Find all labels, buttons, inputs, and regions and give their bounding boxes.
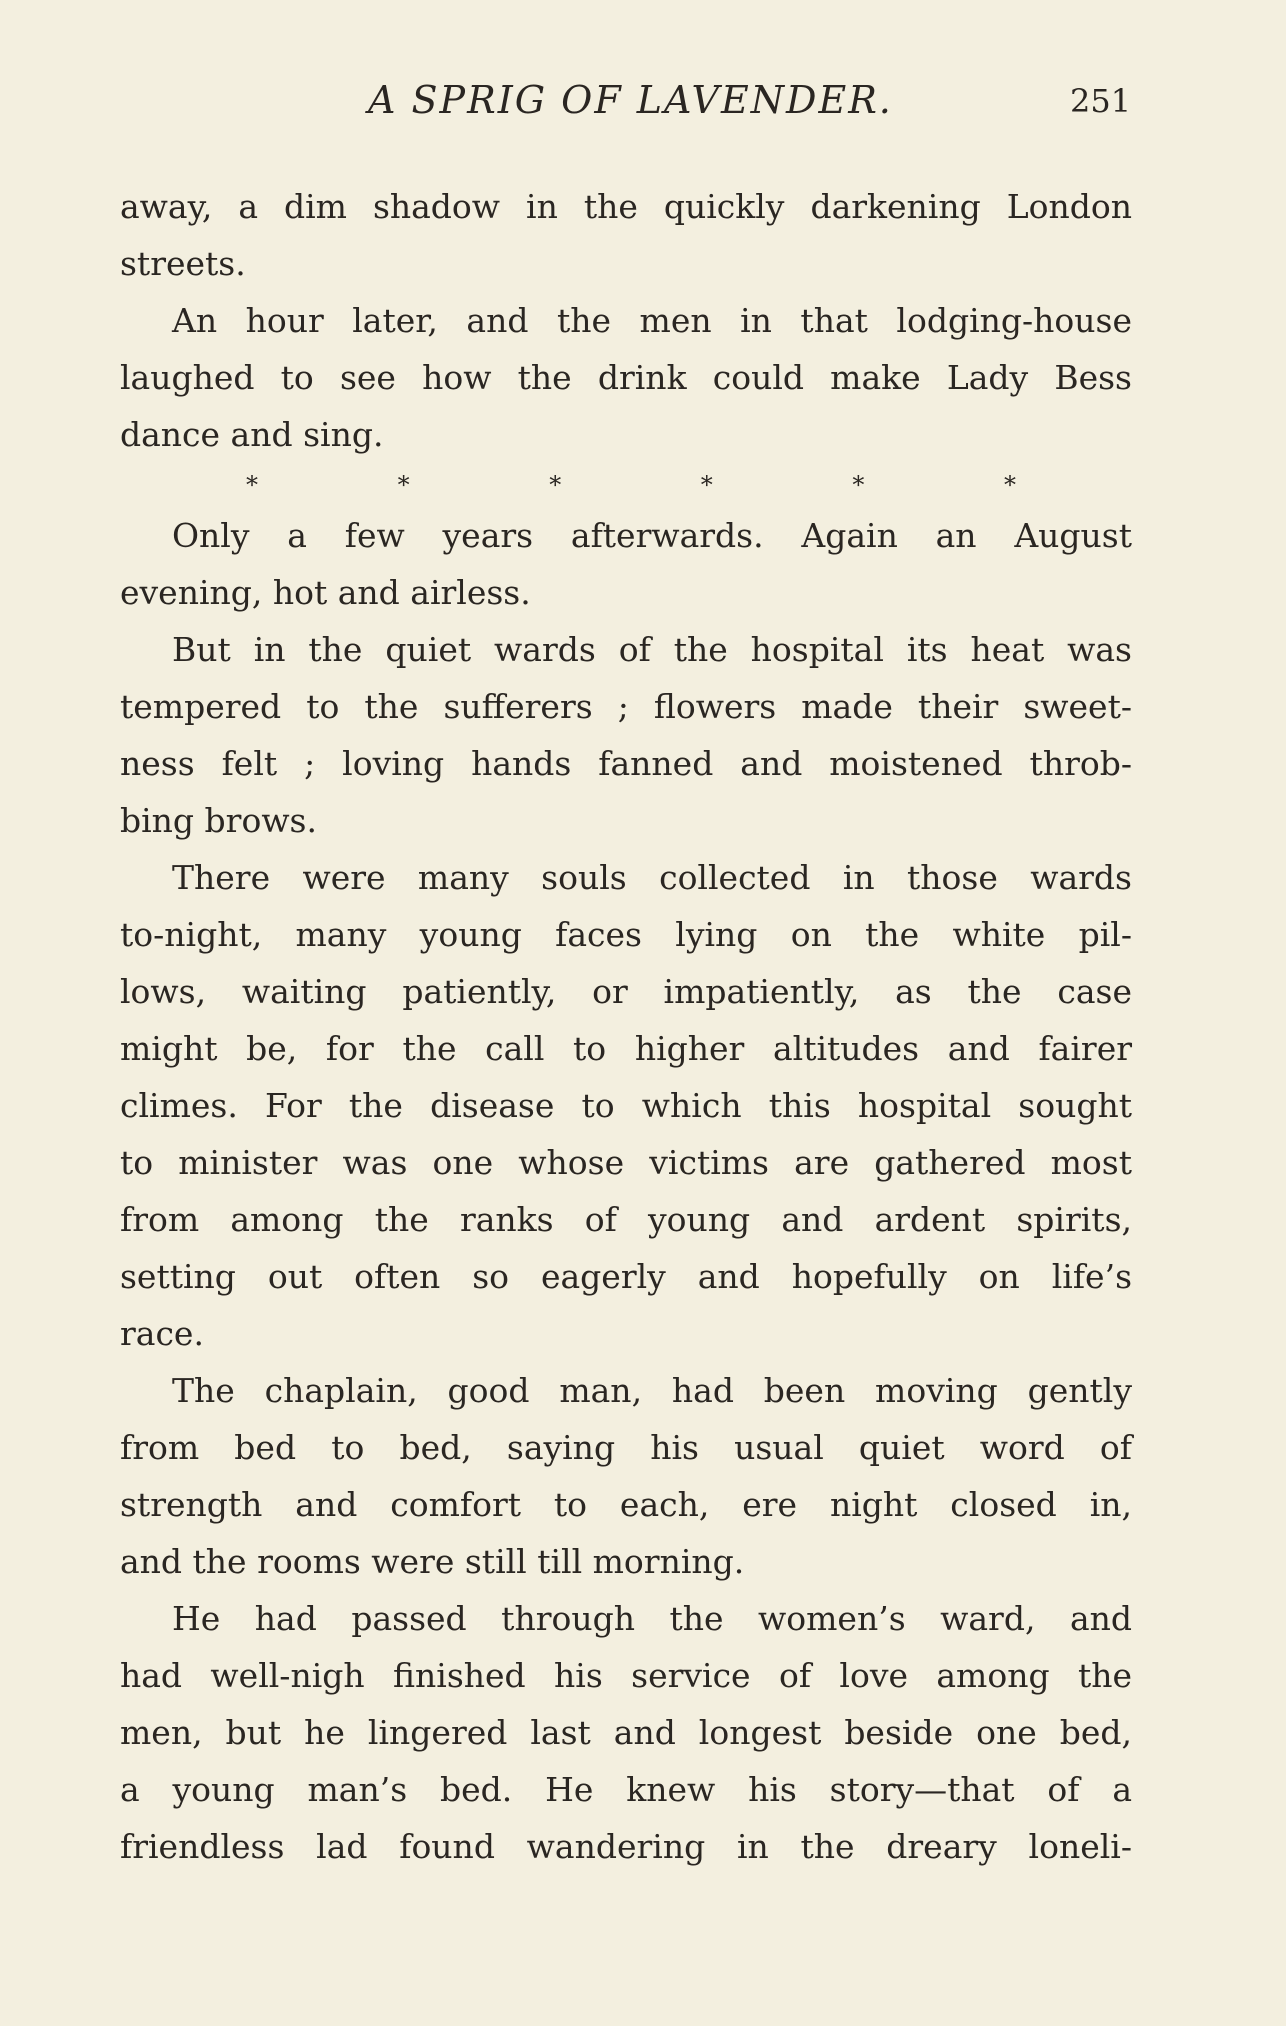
text-line: The chaplain, good man, had been moving gently: [172, 1371, 1132, 1410]
text-line: away, a dim shadow in the quickly darkening London: [120, 187, 1132, 226]
text-line: evening, hot and airless.: [120, 573, 531, 612]
text-line: might be, for the call to higher altitudes and fairer: [120, 1029, 1132, 1068]
asterisk-mark: *: [549, 471, 562, 499]
section-separator: [246, 463, 1016, 507]
text-line: An hour later, and the men in that lodging-house: [172, 301, 1132, 340]
body-text: [120, 178, 1132, 1875]
asterisk-mark: *: [397, 471, 410, 499]
text-line: a young man’s bed. He knew his story—that of a: [120, 1770, 1132, 1809]
text-line: strength and comfort to each, ere night closed in,: [120, 1485, 1132, 1524]
page-number: 251: [1070, 82, 1132, 120]
text-line: to minister was one whose victims are gathered most: [120, 1143, 1132, 1182]
text-line: streets.: [120, 244, 246, 283]
text-line: race.: [120, 1314, 204, 1353]
text-line: bing brows.: [120, 801, 317, 840]
text-line: lows, waiting patiently, or impatiently, as the case: [120, 972, 1132, 1011]
text-line: But in the quiet wards of the hospital its heat was: [172, 630, 1132, 669]
text-line: climes. For the disease to which this hospital sought: [120, 1086, 1132, 1125]
text-section-after: [120, 507, 1132, 1875]
text-line: setting out often so eagerly and hopefully on life’s: [120, 1257, 1132, 1296]
text-line: There were many souls collected in those wards: [172, 858, 1132, 897]
running-title: A SPRIG OF LAVENDER.: [368, 78, 893, 122]
text-line: had well-nigh finished his service of love among the: [120, 1656, 1132, 1695]
text-line: laughed to see how the drink could make Lady Bess: [120, 358, 1132, 397]
text-section-before: [120, 178, 1132, 463]
asterisk-mark: *: [852, 471, 865, 499]
text-line: from bed to bed, saying his usual quiet word of: [120, 1428, 1132, 1467]
text-line: to-night, many young faces lying on the white pil-: [120, 915, 1132, 954]
text-line: dance and sing.: [120, 415, 384, 454]
asterisk-mark: *: [700, 471, 713, 499]
asterisk-mark: *: [246, 471, 258, 499]
text-line: friendless lad found wandering in the dreary loneli-: [120, 1827, 1132, 1866]
text-line: Only a few years afterwards. Again an August: [172, 516, 1132, 555]
running-head: [0, 78, 1286, 138]
text-line: He had passed through the women’s ward, and: [172, 1599, 1132, 1638]
text-line: men, but he lingered last and longest beside one bed,: [120, 1713, 1132, 1752]
asterisk-mark: *: [1003, 471, 1016, 499]
text-line: tempered to the sufferers ; flowers made their sweet-: [120, 687, 1132, 726]
text-line: from among the ranks of young and ardent spirits,: [120, 1200, 1132, 1239]
text-line: ness felt ; loving hands fanned and moistened throb-: [120, 744, 1132, 783]
text-line: and the rooms were still till morning.: [120, 1542, 745, 1581]
